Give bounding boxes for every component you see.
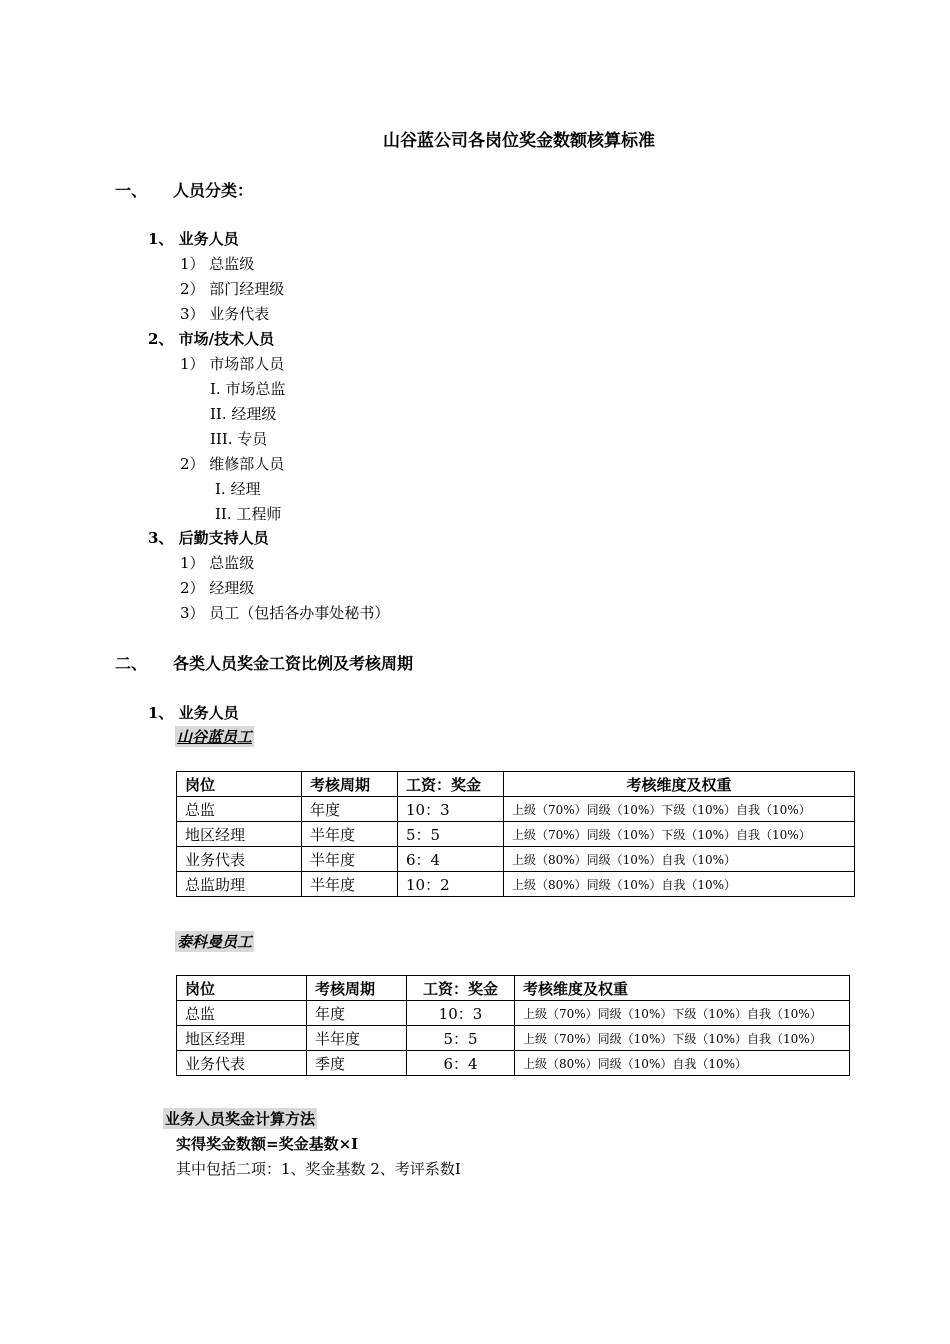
document-title: 山谷蓝公司各岗位奖金数额核算标准: [383, 131, 655, 151]
table-row: [177, 1026, 850, 1051]
table-cell: 季度: [307, 1051, 407, 1076]
list-item: 1） 市场部人员: [180, 355, 285, 373]
table-row: [177, 847, 855, 872]
table-cell: 10：3: [407, 1001, 515, 1026]
subsection-label: 1、 业务人员: [148, 704, 239, 722]
table-cell: 上级（80%）同级（10%）自我（10%）: [504, 872, 855, 897]
list-item: 1） 总监级: [180, 255, 255, 273]
table-cell: 总监助理: [177, 872, 302, 897]
table-cell: 半年度: [302, 847, 398, 872]
table-cell: 上级（70%）同级（10%）下级（10%）自我（10%）: [515, 1001, 850, 1026]
table-row: [177, 1001, 850, 1026]
table-cell: 年度: [302, 797, 398, 822]
table-cell: 5：5: [407, 1026, 515, 1051]
list-item: II. 经理级: [210, 405, 277, 423]
method-formula: 实得奖金数额=奖金基数×I: [176, 1135, 359, 1153]
list-item: III. 专员: [210, 430, 268, 448]
section-1-heading: [115, 178, 415, 200]
header-cell: 岗位: [177, 976, 307, 1001]
list-item: I. 经理: [215, 480, 261, 498]
header-cell: 考核维度及权重: [504, 772, 855, 797]
header-cell: 工资：奖金: [398, 772, 504, 797]
bonus-table-1: [176, 771, 855, 897]
table-1-caption-text: 山谷蓝员工: [177, 728, 253, 746]
table-2-caption-text: 泰科曼员工: [177, 933, 253, 951]
section-2-number: 二、: [115, 654, 148, 673]
table-cell: 业务代表: [177, 1051, 307, 1076]
table-cell: 上级（70%）同级（10%）下级（10%）自我（10%）: [515, 1026, 850, 1051]
table-2-caption: [175, 931, 254, 952]
table-cell: 地区经理: [177, 1026, 307, 1051]
list-item: II. 工程师: [215, 505, 282, 523]
section-2-title: 各类人员奖金工资比例及考核周期: [173, 654, 414, 673]
table-row: [177, 797, 855, 822]
method-note: 其中包括二项：1、奖金基数 2、考评系数I: [176, 1160, 461, 1178]
table-cell: 上级（70%）同级（10%）下级（10%）自我（10%）: [504, 822, 855, 847]
header-cell: 考核周期: [307, 976, 407, 1001]
section-1-number: 一、: [115, 181, 148, 200]
table-cell: 10：3: [398, 797, 504, 822]
table-header-row: [177, 976, 850, 1001]
header-cell: 岗位: [177, 772, 302, 797]
table-cell: 5：5: [398, 822, 504, 847]
header-cell: 工资：奖金: [407, 976, 515, 1001]
list-item: 2） 部门经理级: [180, 280, 285, 298]
table-row: [177, 822, 855, 847]
group-label: 3、 后勤支持人员: [148, 529, 269, 547]
table-cell: 上级（80%）同级（10%）自我（10%）: [504, 847, 855, 872]
table-cell: 总监: [177, 797, 302, 822]
table-cell: 半年度: [307, 1026, 407, 1051]
group-label: 2、 市场/技术人员: [148, 330, 275, 348]
list-item: 3） 业务代表: [180, 305, 270, 323]
list-item: 2） 经理级: [180, 579, 255, 597]
header-cell: 考核周期: [302, 772, 398, 797]
list-item: 1） 总监级: [180, 554, 255, 572]
table-cell: 10：2: [398, 872, 504, 897]
table-cell: 上级（80%）同级（10%）自我（10%）: [515, 1051, 850, 1076]
method-heading: 业务人员奖金计算方法: [165, 1110, 316, 1128]
bonus-table-2: [176, 975, 850, 1076]
list-item: I. 市场总监: [210, 380, 286, 398]
table-1-caption: [175, 726, 254, 747]
table-cell: 年度: [307, 1001, 407, 1026]
list-item: 2） 维修部人员: [180, 455, 285, 473]
table-cell: 半年度: [302, 822, 398, 847]
table-cell: 地区经理: [177, 822, 302, 847]
header-cell: 考核维度及权重: [515, 976, 850, 1001]
group-label: 1、 业务人员: [148, 230, 239, 248]
table-cell: 上级（70%）同级（10%）下级（10%）自我（10%）: [504, 797, 855, 822]
table-header-row: [177, 772, 855, 797]
table-row: [177, 1051, 850, 1076]
table-cell: 业务代表: [177, 847, 302, 872]
list-item: 3） 员工（包括各办事处秘书）: [180, 604, 390, 622]
table-cell: 6：4: [398, 847, 504, 872]
table-cell: 半年度: [302, 872, 398, 897]
table-cell: 6：4: [407, 1051, 515, 1076]
table-cell: 总监: [177, 1001, 307, 1026]
section-1-title: 人员分类：: [173, 181, 254, 200]
table-row: [177, 872, 855, 897]
section-2-heading: [115, 651, 615, 673]
